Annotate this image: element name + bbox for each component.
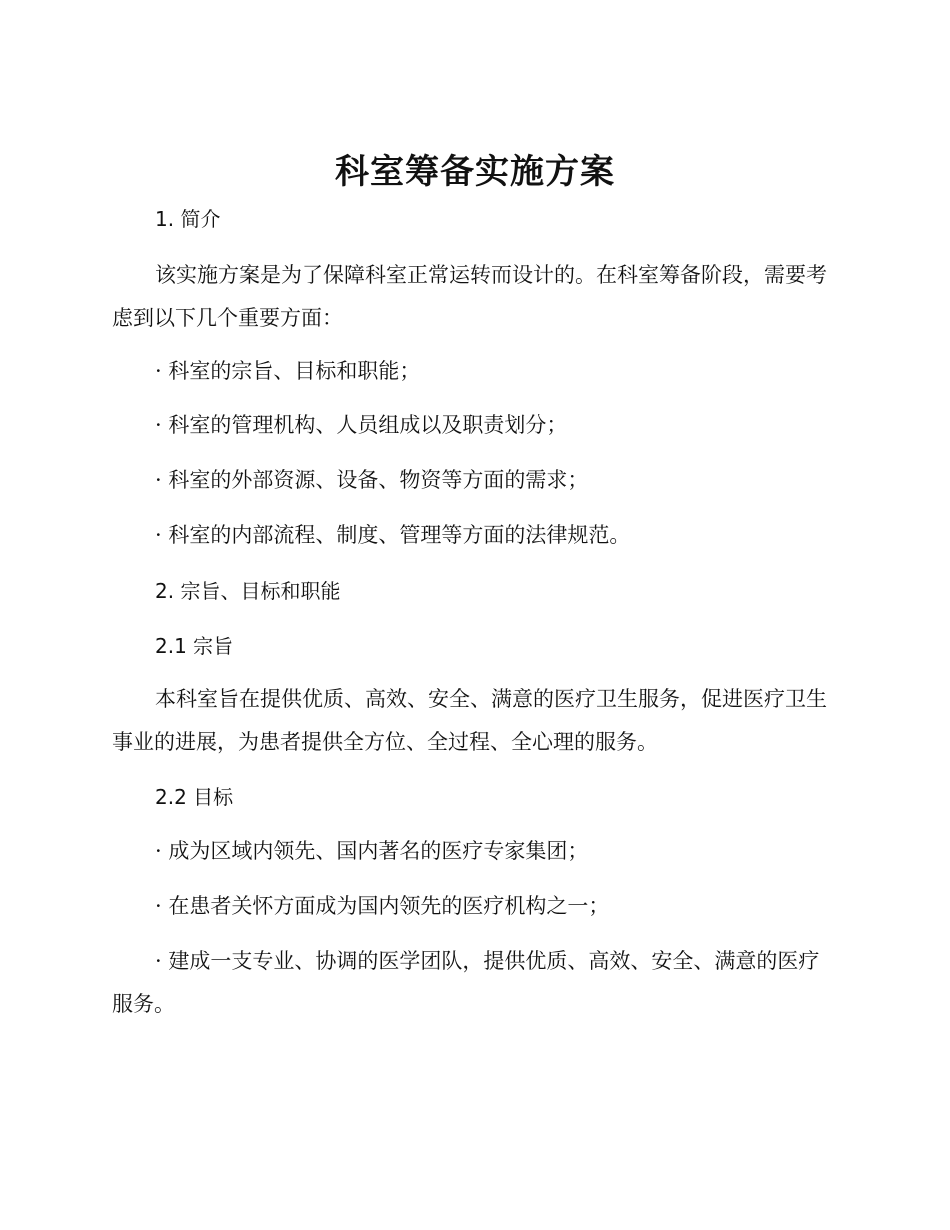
purpose-paragraph: 本科室旨在提供优质、高效、安全、满意的医疗卫生服务，促进医疗卫生事业的进展，为患者提供全方位、全过程、全心理的服务。 [112, 687, 827, 754]
document-title: 科室筹备实施方案 [335, 152, 615, 192]
intro-bullet-3: · 科室的外部资源、设备、物资等方面的需求； [155, 468, 589, 492]
subsection-heading-purpose: 2.1 宗旨 [155, 634, 234, 658]
intro-bullet-4: · 科室的内部流程、制度、管理等方面的法律规范。 [155, 523, 631, 547]
goals-bullet-3: · 建成一支专业、协调的医学团队，提供优质、高效、安全、满意的医疗服务。 [112, 949, 820, 1016]
goals-bullet-2: · 在患者关怀方面成为国内领先的医疗机构之一； [155, 894, 610, 918]
intro-paragraph: 该实施方案是为了保障科室正常运转而设计的。在科室筹备阶段，需要考虑到以下几个重要方面： [112, 263, 827, 330]
section-heading-purpose-goals-functions: 2. 宗旨、目标和职能 [155, 579, 341, 603]
subsection-heading-goals: 2.2 目标 [155, 785, 234, 809]
intro-bullet-2: · 科室的管理机构、人员组成以及职责划分； [155, 413, 568, 437]
goals-bullet-1: · 成为区域内领先、国内著名的医疗专家集团； [155, 839, 589, 863]
intro-bullet-1: · 科室的宗旨、目标和职能； [155, 359, 421, 383]
section-heading-intro: 1. 简介 [155, 207, 221, 231]
